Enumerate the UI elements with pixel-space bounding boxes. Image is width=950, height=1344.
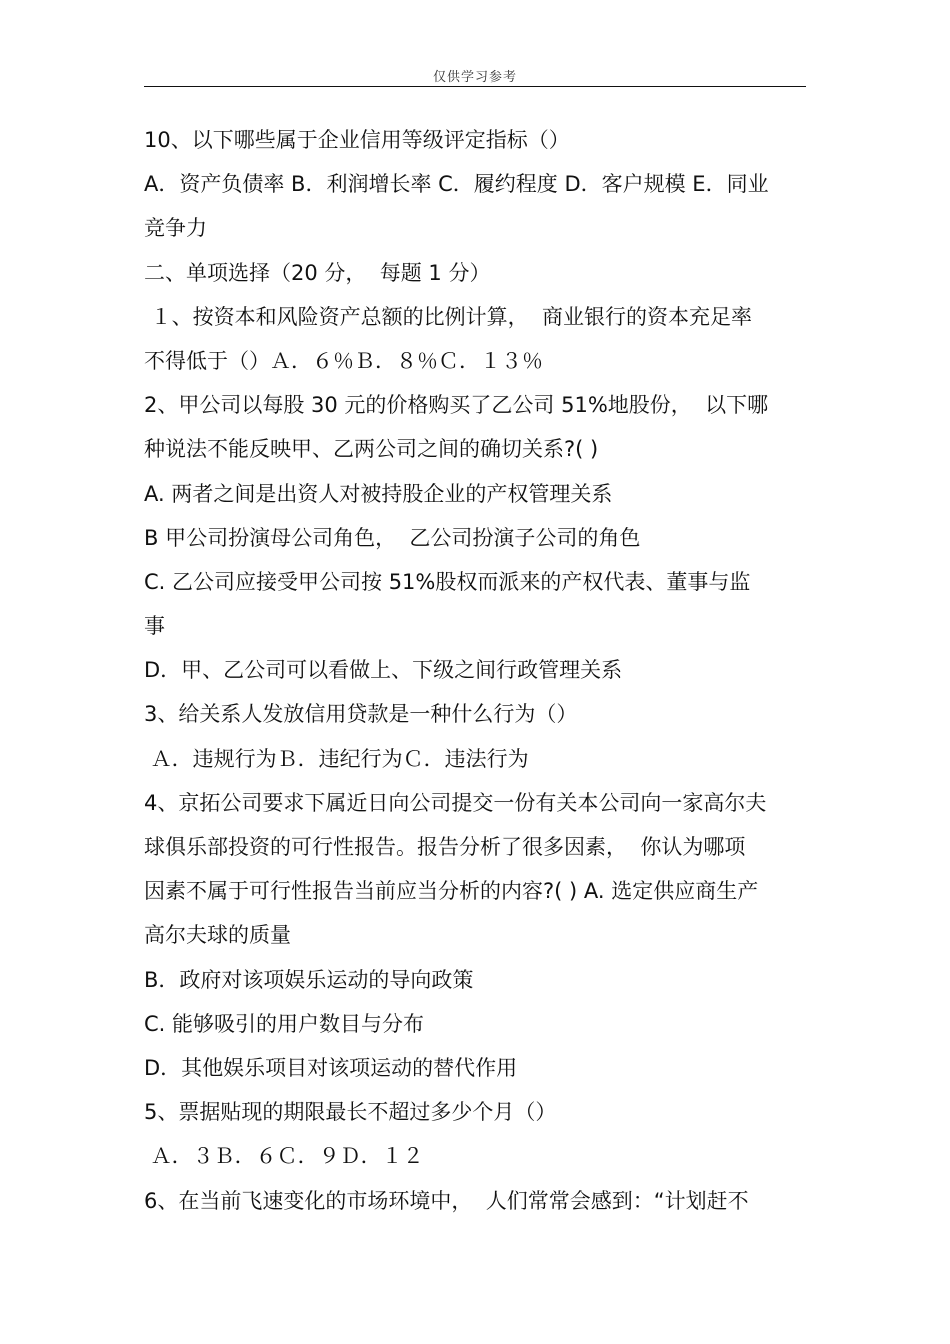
text-line: 6、在当前飞速变化的市场环境中， 人们常常会感到：“计划赶不	[144, 1188, 749, 1213]
text-line: 球俱乐部投资的可行性报告。报告分析了很多因素， 你认为哪项	[144, 835, 746, 859]
text-line: 3、给关系人发放信用贷款是一种什么行为（）	[144, 702, 578, 727]
text-line: 事	[144, 614, 165, 639]
text-line: 因素不属于可行性报告当前应当分析的内容?( ) A. 选定供应商生产	[144, 879, 759, 904]
text-line: C. 能够吸引的用户数目与分布	[144, 1011, 425, 1036]
text-line: Ａ．违规行为Ｂ．违纪行为Ｃ．违法行为	[144, 746, 529, 771]
text-line: 4、京拓公司要求下属近日向公司提交一份有关本公司向一家高尔夫	[144, 790, 767, 815]
text-line: 高尔夫球的质量	[144, 923, 291, 948]
text-line: B 甲公司扮演母公司角色， 乙公司扮演子公司的角色	[144, 525, 641, 550]
text-line: C. 乙公司应接受甲公司按 51%股权而派来的产权代表、董事与监	[144, 569, 751, 594]
page-header-text: 仅供学习参考	[432, 70, 517, 85]
text-line: B．政府对该项娱乐运动的导向政策	[144, 967, 474, 992]
text-line: A. 两者之间是出资人对被持股企业的产权管理关系	[144, 481, 613, 506]
section-heading: 二、单项选择（20 分， 每题 1 分）	[144, 260, 491, 285]
text-line: D．其他娱乐项目对该项运动的替代作用	[144, 1055, 518, 1080]
text-line: D．甲、乙公司可以看做上、下级之间行政管理关系	[144, 658, 623, 683]
text-line: 不得低于（）Ａ．６％Ｂ．８％Ｃ．１３％	[144, 348, 543, 373]
text-line: Ａ．３Ｂ．６Ｃ．９Ｄ．１２	[144, 1144, 424, 1169]
text-line: １、按资本和风险资产总额的比例计算， 商业银行的资本充足率	[144, 304, 753, 329]
text-line: 10、以下哪些属于企业信用等级评定指标（）	[144, 128, 570, 152]
header-rule	[144, 86, 806, 87]
text-line: 5、票据贴现的期限最长不超过多少个月（）	[144, 1100, 557, 1125]
text-line: 2、甲公司以每股 30 元的价格购买了乙公司 51%地股份， 以下哪	[144, 393, 769, 418]
text-line: 竞争力	[144, 216, 207, 241]
text-line: 种说法不能反映甲、乙两公司之间的确切关系?( )	[144, 437, 599, 462]
document-body	[144, 118, 808, 1223]
text-line: A．资产负债率 B．利润增长率 C．履约程度 D．客户规模 E．同业	[144, 172, 769, 197]
